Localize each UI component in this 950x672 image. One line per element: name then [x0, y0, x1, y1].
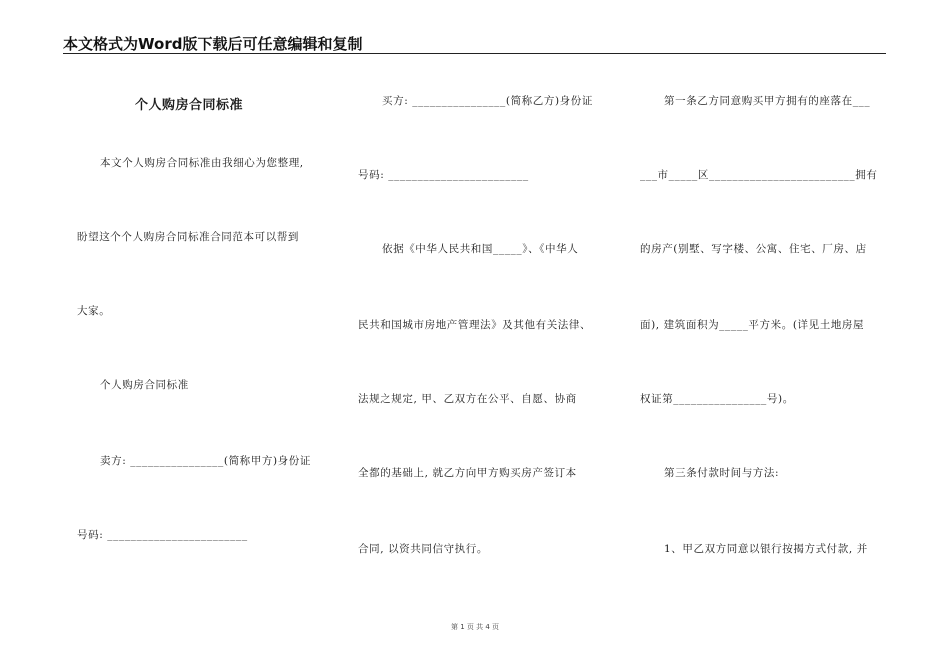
clause-line: 1、甲乙双方同意以银行按揭方式付款, 并: [664, 543, 868, 555]
clause-line: 权证第________________号)。: [640, 393, 794, 405]
clause-line: 第一条乙方同意购买甲方拥有的座落在___: [664, 95, 871, 107]
buyer-id-line: 号码: ________________________: [358, 169, 529, 181]
download-banner: 本文格式为Word版下载后可任意编辑和复制: [63, 35, 363, 53]
buyer-line: 买方: ________________(简称乙方)身份证: [382, 95, 593, 107]
paragraph-line: 依据《中华人民共和国_____》、《中华人: [382, 243, 579, 255]
page-indicator: 第 1 页 共 4 页: [450, 623, 500, 631]
header-divider: [63, 53, 886, 54]
paragraph-line: 大家。: [77, 305, 111, 317]
clause-line: 的房产(别墅、写字楼、公寓、住宅、厂房、店: [640, 243, 867, 255]
seller-line: 卖方: ________________(简称甲方)身份证: [100, 455, 311, 467]
paragraph-line: 本文个人购房合同标准由我细心为您整理,: [100, 157, 304, 169]
document-title: 个人购房合同标准: [135, 98, 244, 113]
seller-id-line: 号码: ________________________: [77, 529, 248, 541]
paragraph-line: 合同, 以资共同信守执行。: [358, 543, 488, 555]
clause-line: ___市_____区_________________________拥有: [640, 169, 878, 181]
paragraph-line: 全都的基础上, 就乙方向甲方购买房产签订本: [358, 467, 577, 479]
clause-line: 面), 建筑面积为_____平方米。(详见土地房屋: [640, 319, 865, 331]
section-heading: 个人购房合同标准: [100, 379, 189, 391]
section-heading: 第三条付款时间与方法:: [664, 467, 780, 479]
paragraph-line: 盼望这个个人购房合同标准合同范本可以帮到: [77, 231, 299, 243]
paragraph-line: 民共和国城市房地产管理法》及其他有关法律、: [358, 319, 592, 331]
paragraph-line: 法规之规定, 甲、乙双方在公平、自愿、协商: [358, 393, 577, 405]
